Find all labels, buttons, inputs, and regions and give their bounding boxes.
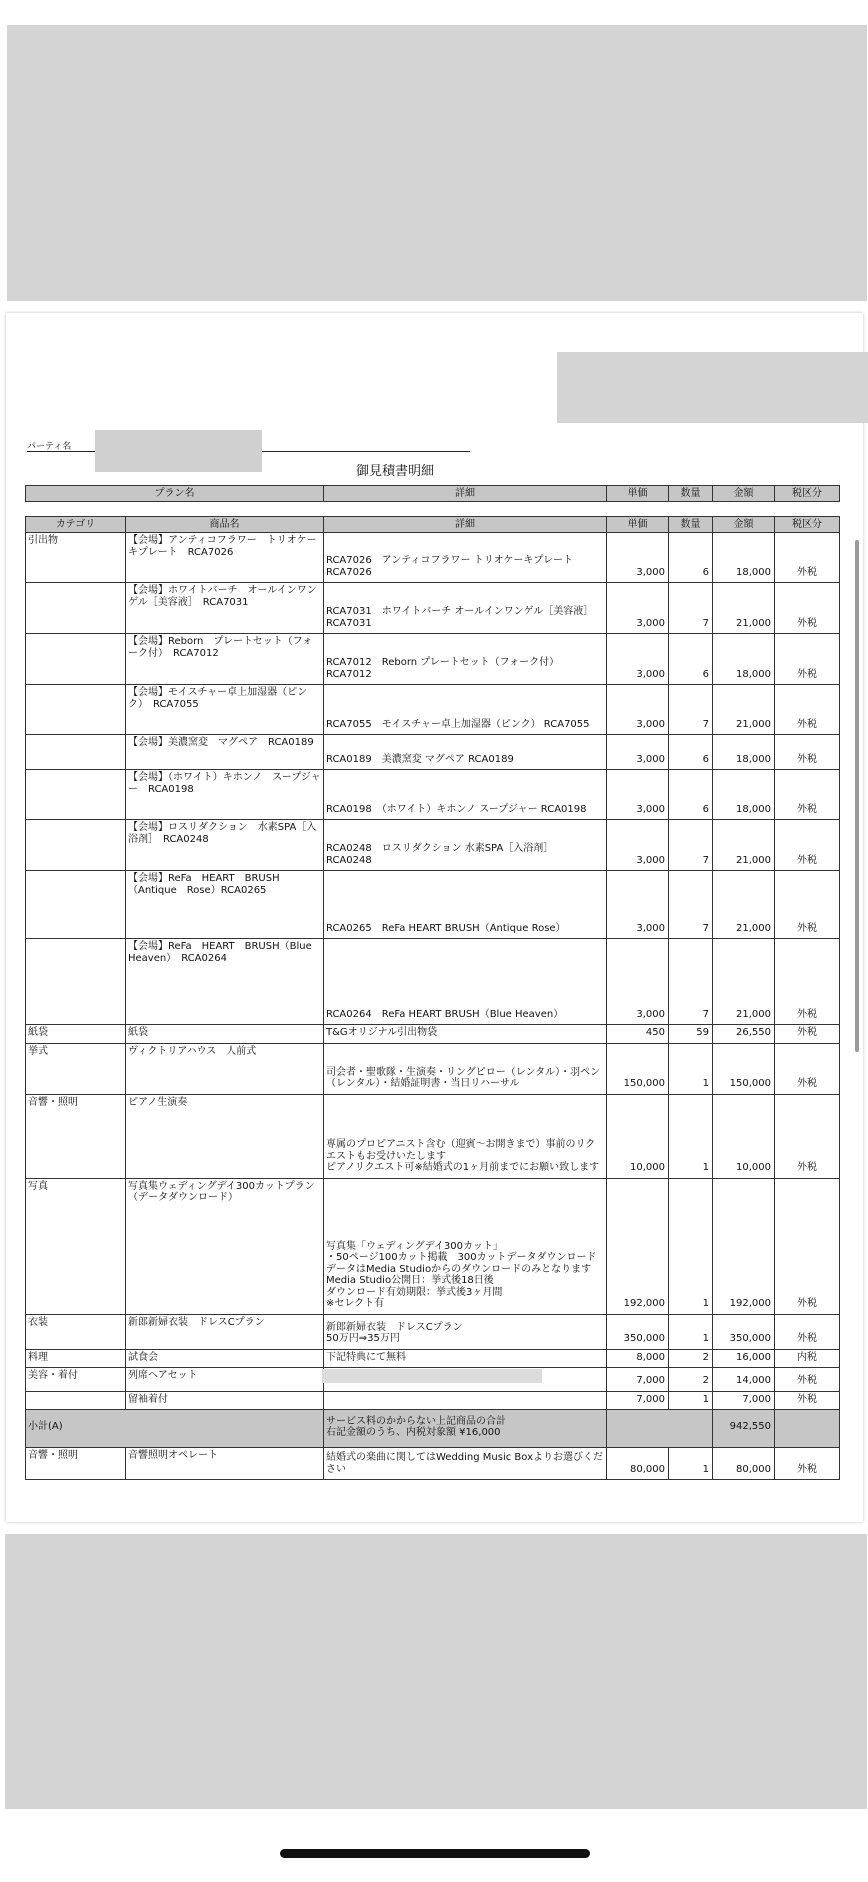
- row-quantity: 1: [669, 1448, 713, 1480]
- row-quantity: 6: [669, 533, 713, 583]
- row-detail: RCA0198 （ホワイト）キホンノ スープジャー RCA0198: [324, 770, 607, 820]
- column-header: 商品名: [126, 517, 324, 533]
- row-item-name: 【会場】美濃窯変 マグペア RCA0189: [126, 735, 324, 770]
- row-tax-type: 内税: [775, 1349, 840, 1368]
- row-category: [26, 583, 126, 634]
- redacted-top-area: [7, 25, 867, 301]
- row-amount: 21,000: [713, 685, 775, 735]
- column-header: カテゴリ: [26, 517, 126, 533]
- row-tax-type: 外税: [775, 1448, 840, 1480]
- row-detail: RCA7031 ホワイトバーチ オールインワンゲル［美容液］ RCA7031: [324, 583, 607, 634]
- row-detail: 司会者・聖歌隊・生演奏・リングピロー（レンタル）・羽ペン（レンタル）・結婚証明書・当日リハーサル: [324, 1043, 607, 1094]
- table-row: [26, 939, 840, 1025]
- row-item-name: 【会場】モイスチャー卓上加湿器（ピンク） RCA7055: [126, 685, 324, 735]
- plan-header-cell: 単価: [607, 486, 669, 502]
- row-amount: 192,000: [713, 1178, 775, 1314]
- row-amount: 26,550: [713, 1025, 775, 1044]
- row-category: 美容・着付: [26, 1368, 126, 1392]
- row-item-name: 列席ヘアセット: [126, 1368, 324, 1392]
- row-unit-price: 7,000: [607, 1368, 669, 1392]
- table-row: [26, 1448, 840, 1480]
- table-row: [26, 685, 840, 735]
- table-row: [26, 583, 840, 634]
- row-category: [26, 871, 126, 939]
- row-unit-price: 7,000: [607, 1391, 669, 1410]
- redacted-header-block: [557, 352, 868, 423]
- row-unit-price: 450: [607, 1025, 669, 1044]
- row-amount: 350,000: [713, 1314, 775, 1349]
- row-quantity: 1: [669, 1043, 713, 1094]
- row-tax-type: 外税: [775, 634, 840, 685]
- redacted-detail: [322, 1369, 542, 1383]
- row-quantity: 7: [669, 583, 713, 634]
- row-tax-type: 外税: [775, 685, 840, 735]
- row-unit-price: 3,000: [607, 634, 669, 685]
- row-detail: [324, 1391, 607, 1410]
- row-unit-price: 3,000: [607, 871, 669, 939]
- row-detail: 新郎新婦衣装 ドレスCプラン 50万円⇒35万円: [324, 1314, 607, 1349]
- row-amount: 18,000: [713, 533, 775, 583]
- row-detail: RCA0248 ロスリダクション 水素SPA［入浴剤］ RCA0248: [324, 820, 607, 871]
- plan-header-cell: プラン名: [26, 486, 324, 502]
- row-quantity: 1: [669, 1391, 713, 1410]
- row-quantity: 7: [669, 820, 713, 871]
- row-category: 衣装: [26, 1314, 126, 1349]
- subtotal-row: [26, 1410, 840, 1448]
- row-detail: T&Gオリジナル引出物袋: [324, 1025, 607, 1044]
- row-amount: 18,000: [713, 770, 775, 820]
- row-unit-price: 150,000: [607, 1043, 669, 1094]
- row-item-name: 【会場】Reborn プレートセット（フォーク付） RCA7012: [126, 634, 324, 685]
- row-unit-price: 8,000: [607, 1349, 669, 1368]
- row-tax-type: 外税: [775, 533, 840, 583]
- row-detail: RCA0189 美濃窯変 マグペア RCA0189: [324, 735, 607, 770]
- row-item-name: 留袖着付: [126, 1391, 324, 1410]
- row-tax-type: 外税: [775, 1025, 840, 1044]
- column-header: 税区分: [775, 517, 840, 533]
- row-quantity: 6: [669, 770, 713, 820]
- row-detail: [324, 1368, 607, 1392]
- redacted-party-name: [95, 430, 262, 472]
- home-indicator[interactable]: [280, 1849, 590, 1858]
- column-header: 詳細: [324, 517, 607, 533]
- row-amount: 16,000: [713, 1349, 775, 1368]
- table-row: [26, 533, 840, 583]
- plan-header-row: [26, 486, 840, 502]
- row-amount: 21,000: [713, 871, 775, 939]
- plan-header-cell: 金額: [713, 486, 775, 502]
- row-tax-type: 外税: [775, 1314, 840, 1349]
- row-tax-type: 外税: [775, 770, 840, 820]
- party-name-label: パーティ名: [27, 442, 72, 452]
- row-amount: 18,000: [713, 634, 775, 685]
- column-header-row: [26, 517, 840, 533]
- redacted-bottom-area: [5, 1534, 867, 1809]
- row-item-name: 【会場】ホワイトバーチ オールインワンゲル［美容液］ RCA7031: [126, 583, 324, 634]
- row-category: 紙袋: [26, 1025, 126, 1044]
- scrollbar-thumb[interactable]: [855, 540, 859, 1052]
- row-item-name: 【会場】ロスリダクション 水素SPA［入浴剤］ RCA0248: [126, 820, 324, 871]
- row-amount: 18,000: [713, 735, 775, 770]
- row-category: [26, 820, 126, 871]
- row-item-name: 音響照明オペレート: [126, 1448, 324, 1480]
- row-category: [26, 634, 126, 685]
- table-row: [26, 1349, 840, 1368]
- estimate-table: [25, 516, 840, 1480]
- row-unit-price: 10,000: [607, 1094, 669, 1178]
- table-row: [26, 1368, 840, 1392]
- row-detail: 下記特典にて無料: [324, 1349, 607, 1368]
- table-row: [26, 820, 840, 871]
- table-row: [26, 1178, 840, 1314]
- row-detail: 結婚式の楽曲に関してはWedding Music Boxよりお選びください: [324, 1448, 607, 1480]
- row-detail: RCA0265 ReFa HEART BRUSH（Antique Rose）: [324, 871, 607, 939]
- row-item-name: 【会場】アンティコフラワー トリオケーキプレート RCA7026: [126, 533, 324, 583]
- plan-header-cell: 詳細: [324, 486, 607, 502]
- row-tax-type: 外税: [775, 1094, 840, 1178]
- subtotal-empty: [775, 1410, 840, 1448]
- row-quantity: 7: [669, 685, 713, 735]
- row-category: 音響・照明: [26, 1448, 126, 1480]
- row-amount: 10,000: [713, 1094, 775, 1178]
- row-amount: 14,000: [713, 1368, 775, 1392]
- row-category: 料理: [26, 1349, 126, 1368]
- row-tax-type: 外税: [775, 820, 840, 871]
- subtotal-label: 小計(A): [26, 1410, 324, 1448]
- row-category: [26, 1391, 126, 1410]
- row-quantity: 59: [669, 1025, 713, 1044]
- row-item-name: 紙袋: [126, 1025, 324, 1044]
- row-category: [26, 770, 126, 820]
- row-item-name: 【会場】（ホワイト）キホンノ スープジャー RCA0198: [126, 770, 324, 820]
- row-tax-type: 外税: [775, 1178, 840, 1314]
- row-tax-type: 外税: [775, 583, 840, 634]
- row-item-name: ピアノ生演奏: [126, 1094, 324, 1178]
- row-quantity: 1: [669, 1314, 713, 1349]
- row-category: [26, 685, 126, 735]
- row-amount: 21,000: [713, 939, 775, 1025]
- subtotal-detail: サービス料のかからない上記商品の合計 右記金額のうち、内税対象額 ¥16,000: [324, 1410, 607, 1448]
- row-unit-price: 3,000: [607, 685, 669, 735]
- row-detail: RCA7026 アンティコフラワー トリオケーキプレート RCA7026: [324, 533, 607, 583]
- document-title: 御見積書明細: [355, 464, 434, 479]
- row-tax-type: 外税: [775, 871, 840, 939]
- subtotal-amount: 942,550: [713, 1410, 775, 1448]
- row-quantity: 7: [669, 871, 713, 939]
- column-header: 金額: [713, 517, 775, 533]
- row-quantity: 2: [669, 1349, 713, 1368]
- row-quantity: 2: [669, 1368, 713, 1392]
- row-amount: 80,000: [713, 1448, 775, 1480]
- table-row: [26, 1094, 840, 1178]
- row-amount: 7,000: [713, 1391, 775, 1410]
- row-unit-price: 3,000: [607, 735, 669, 770]
- row-quantity: 6: [669, 634, 713, 685]
- row-quantity: 1: [669, 1094, 713, 1178]
- row-category: 挙式: [26, 1043, 126, 1094]
- row-amount: 150,000: [713, 1043, 775, 1094]
- row-quantity: 6: [669, 735, 713, 770]
- row-detail: RCA0264 ReFa HEART BRUSH（Blue Heaven）: [324, 939, 607, 1025]
- plan-header-cell: 税区分: [775, 486, 840, 502]
- row-item-name: 新郎新婦衣装 ドレスCプラン: [126, 1314, 324, 1349]
- row-category: [26, 939, 126, 1025]
- row-detail: 専属のプロピアニスト含む（迎賓〜お開きまで）事前のリクエストもお受けいたします ピアノリクエスト可※結婚式の1ヶ月前までにお願い致します: [324, 1094, 607, 1178]
- row-amount: 21,000: [713, 820, 775, 871]
- row-item-name: 試食会: [126, 1349, 324, 1368]
- row-tax-type: 外税: [775, 735, 840, 770]
- row-category: 音響・照明: [26, 1094, 126, 1178]
- row-unit-price: 3,000: [607, 533, 669, 583]
- row-unit-price: 192,000: [607, 1178, 669, 1314]
- row-unit-price: 3,000: [607, 820, 669, 871]
- row-detail: RCA7055 モイスチャー卓上加湿器（ピンク） RCA7055: [324, 685, 607, 735]
- row-item-name: 【会場】ReFa HEART BRUSH（Blue Heaven） RCA0264: [126, 939, 324, 1025]
- row-unit-price: 3,000: [607, 939, 669, 1025]
- row-category: 写真: [26, 1178, 126, 1314]
- row-item-name: ヴィクトリアハウス 人前式: [126, 1043, 324, 1094]
- row-unit-price: 3,000: [607, 770, 669, 820]
- row-detail: RCA7012 Reborn プレートセット（フォーク付） RCA7012: [324, 634, 607, 685]
- row-amount: 21,000: [713, 583, 775, 634]
- row-detail: 写真集「ウェディングデイ300カット」 ・50ページ100カット掲載 300カットデータダウンロード データはMedia Studioからのダウンロードのみとなります Media Studio公開日：挙式後18日後 ダウンロード有効期限：挙式後3ヶ月間 ※セレクト有: [324, 1178, 607, 1314]
- column-header: 数量: [669, 517, 713, 533]
- table-row: [26, 1043, 840, 1094]
- row-item-name: 写真集ウェディングデイ300カットプラン（データダウンロード）: [126, 1178, 324, 1314]
- column-header: 単価: [607, 517, 669, 533]
- row-category: 引出物: [26, 533, 126, 583]
- subtotal-empty: [607, 1410, 713, 1448]
- row-tax-type: 外税: [775, 1368, 840, 1392]
- row-category: [26, 735, 126, 770]
- row-unit-price: 350,000: [607, 1314, 669, 1349]
- table-row: [26, 1391, 840, 1410]
- table-row: [26, 770, 840, 820]
- row-unit-price: 3,000: [607, 583, 669, 634]
- table-row: [26, 1314, 840, 1349]
- table-row: [26, 735, 840, 770]
- table-row: [26, 871, 840, 939]
- row-tax-type: 外税: [775, 1043, 840, 1094]
- table-row: [26, 634, 840, 685]
- row-unit-price: 80,000: [607, 1448, 669, 1480]
- row-item-name: 【会場】ReFa HEART BRUSH（Antique Rose）RCA0265: [126, 871, 324, 939]
- row-quantity: 1: [669, 1178, 713, 1314]
- row-quantity: 7: [669, 939, 713, 1025]
- table-row: [26, 1025, 840, 1044]
- row-tax-type: 外税: [775, 1391, 840, 1410]
- plan-header-cell: 数量: [669, 486, 713, 502]
- plan-header-table: [25, 485, 840, 502]
- row-tax-type: 外税: [775, 939, 840, 1025]
